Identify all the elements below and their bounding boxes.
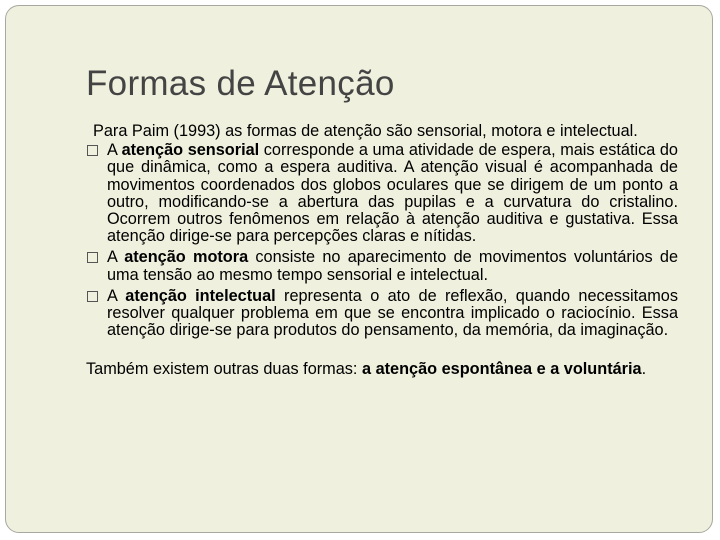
- closing-text: Também existem outras duas formas:: [86, 360, 362, 379]
- closing-bold: a atenção espontânea e a voluntária: [361, 360, 642, 379]
- checkbox-bullet-icon: [87, 291, 98, 302]
- bullet-term: atenção intelectual: [125, 286, 276, 305]
- bullet-item-intelectual: [86, 288, 678, 340]
- bullet-text: corresponde a uma atividade de espera, mais estática do que dinâmica, como a espera auditiva. A atenção visual é acompanhada de movimentos coordenados dos globos oculares que se dirigem de um ponto a outro, modificando-se a abertura das pupilas e a curvatura do cristalino. Ocorrem outros fenômenos em relação à atenção auditiva e gustativa. Essa atenção dirige-se para percepções claras e nítidas.: [107, 141, 678, 246]
- bullet-term: atenção motora: [124, 248, 249, 267]
- bullet-text: representa o ato de reflexão, quando necessitamos resolver qualquer problema em que se encontra implicado o raciocínio. Essa atenção dirige-se para produtos do pensamento, da memória, da imaginação.: [107, 286, 678, 340]
- slide-content: [86, 123, 678, 395]
- bullet-prefix: A: [107, 248, 125, 267]
- slide: [5, 5, 713, 533]
- bullet-prefix: A: [107, 141, 122, 160]
- checkbox-bullet-icon: [87, 252, 98, 263]
- bullet-item-sensorial: [86, 142, 678, 245]
- slide-title: Formas de Atenção: [86, 64, 395, 103]
- closing-end: .: [641, 360, 647, 379]
- checkbox-bullet-icon: [87, 145, 98, 156]
- intro-paragraph: Para Paim (1993) as formas de atenção são sensorial, motora e intelectual.: [93, 122, 638, 140]
- bullet-text: consiste no aparecimento de movimentos voluntários de uma tensão ao mesmo tempo sensorial e intelectual.: [107, 248, 678, 284]
- bullet-item-motora: [86, 249, 678, 283]
- closing-paragraph: [86, 361, 678, 378]
- bullet-term: atenção sensorial: [121, 141, 260, 160]
- bullet-prefix: A: [107, 286, 126, 305]
